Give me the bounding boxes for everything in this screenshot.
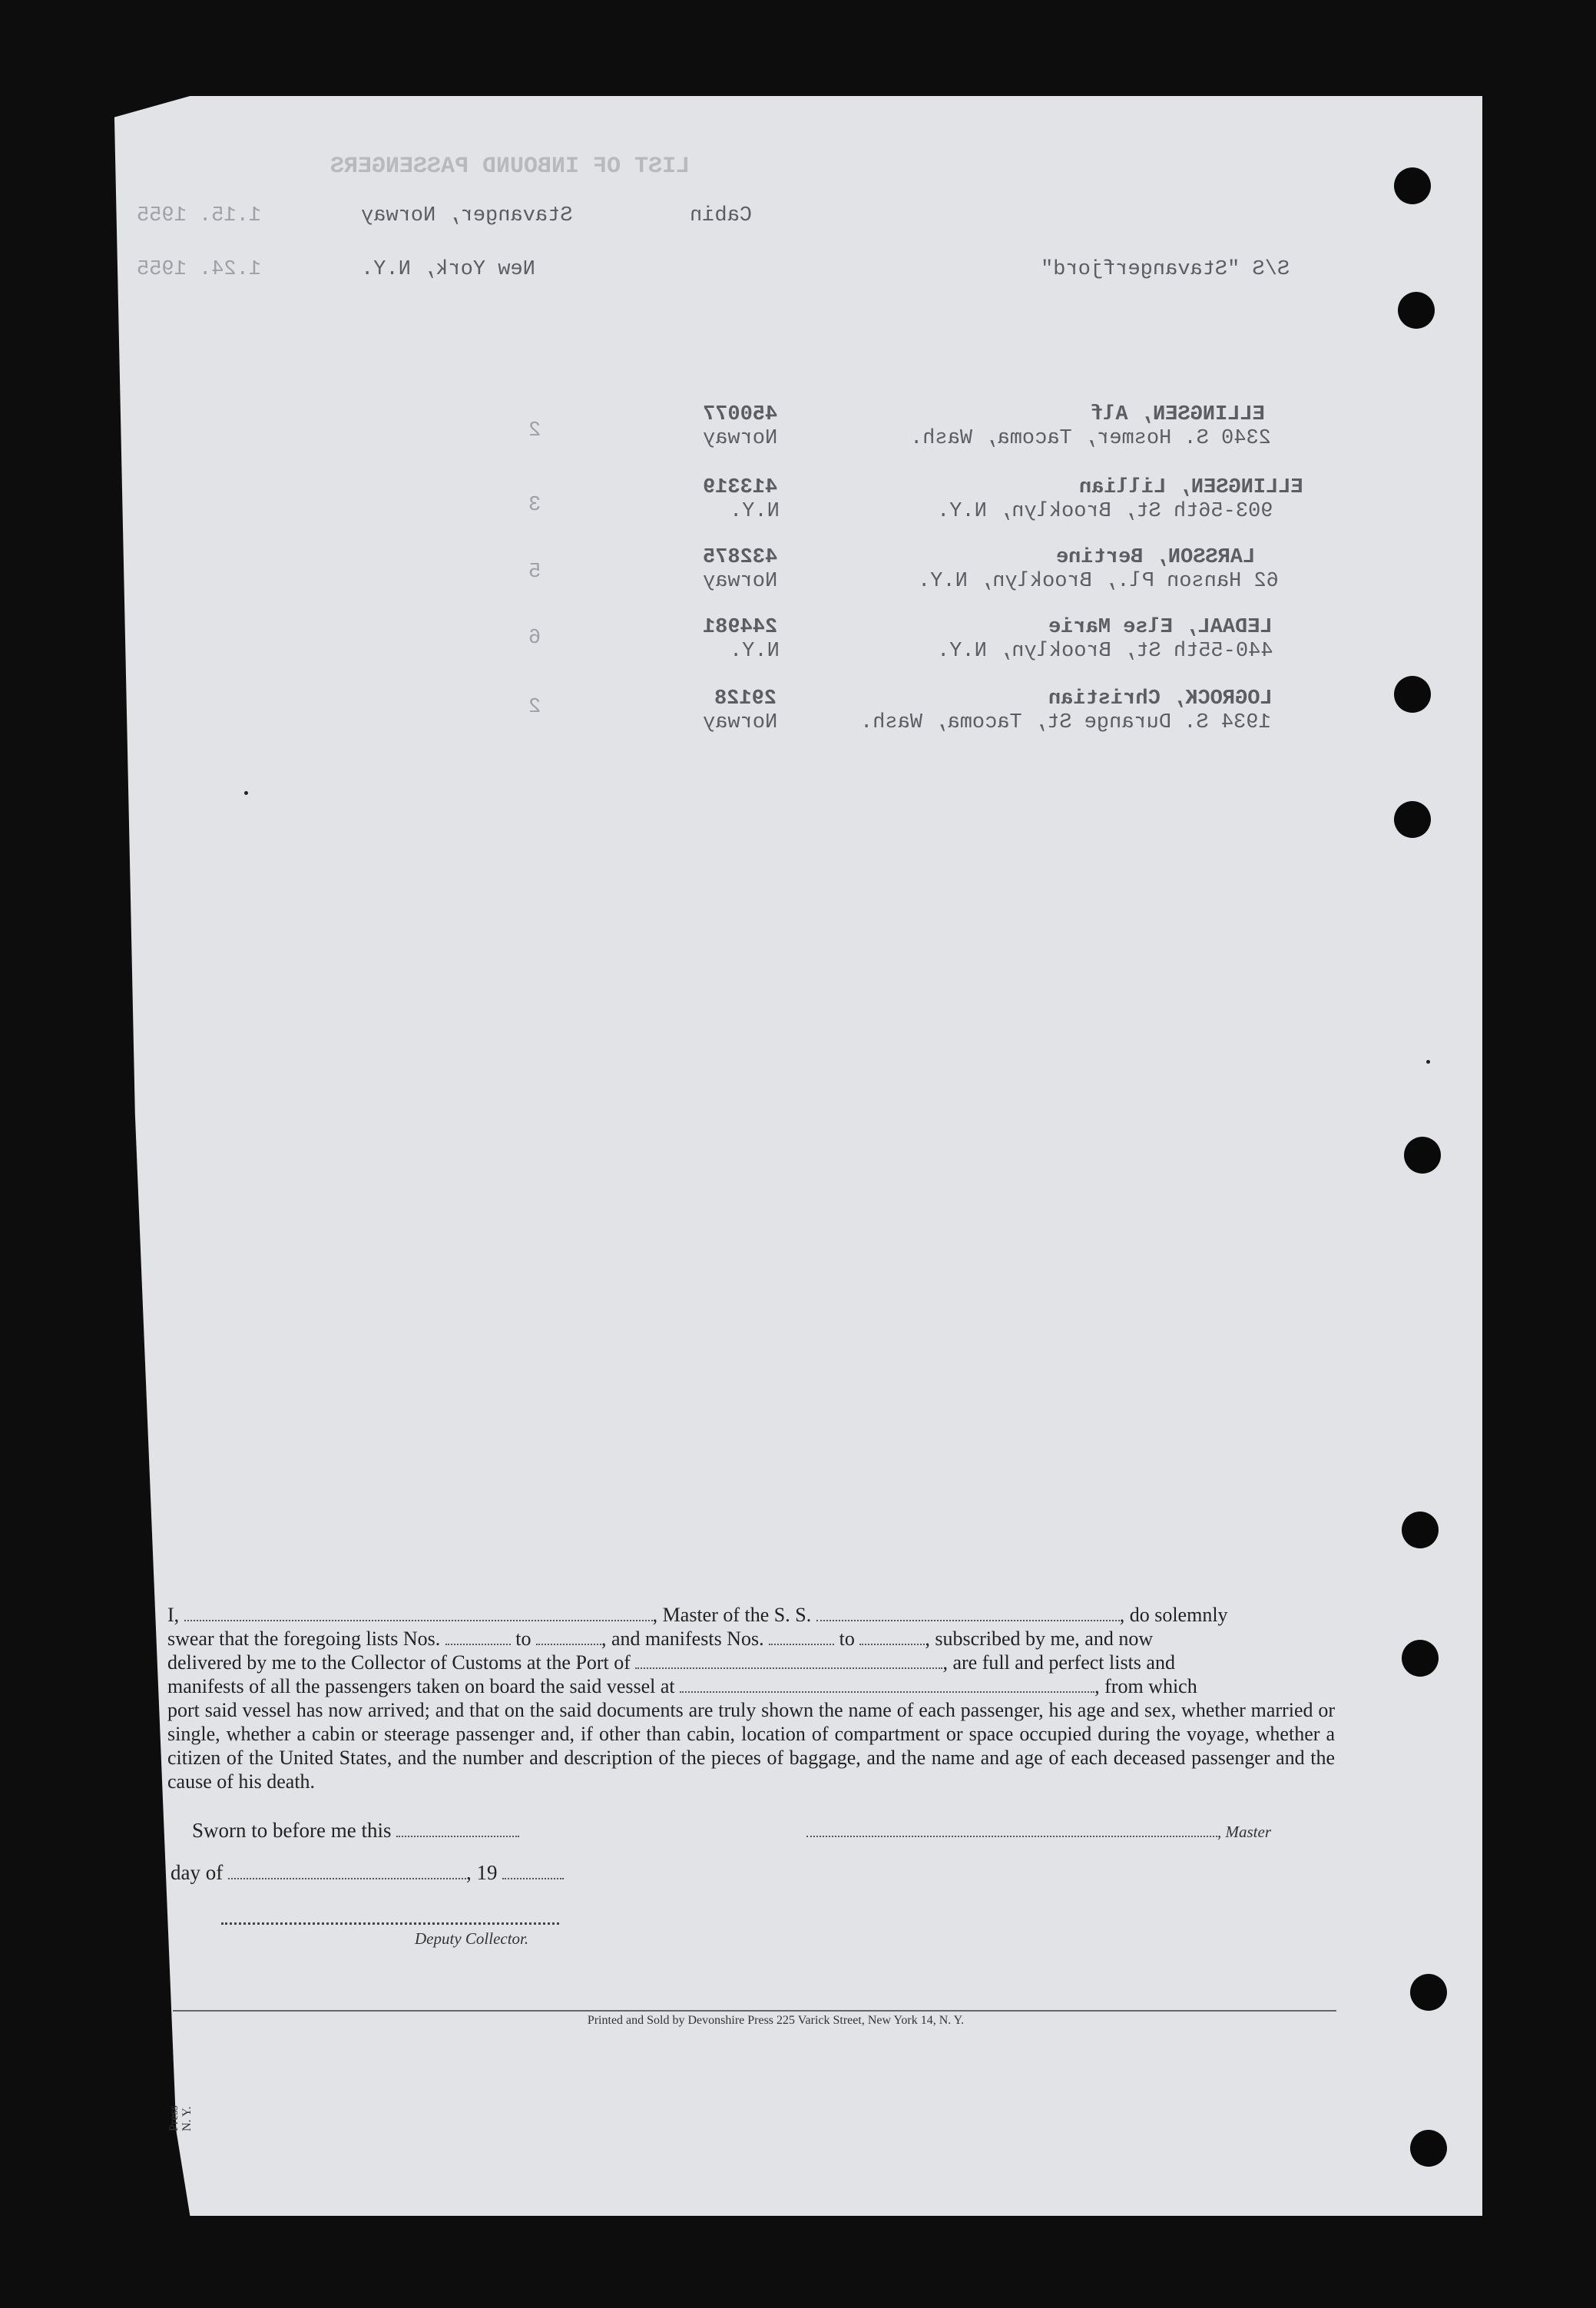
passenger-country: Norway bbox=[703, 711, 778, 734]
document-page bbox=[108, 96, 1482, 2216]
day-of-blank bbox=[228, 1863, 466, 1879]
passenger-number: 450077 bbox=[703, 403, 778, 426]
passenger-name: ELLINGSEN, Lillian bbox=[1079, 476, 1303, 499]
passenger-country: Norway bbox=[703, 570, 778, 593]
passenger-country: N.Y. bbox=[730, 500, 780, 523]
oath-delivered: delivered by me to the Collector of Customs at the Port of bbox=[167, 1651, 631, 1674]
passenger-code: 3 bbox=[528, 494, 541, 517]
oath-i: I, bbox=[167, 1604, 180, 1626]
list-from-blank bbox=[445, 1628, 511, 1645]
footer-rule bbox=[173, 2010, 1336, 2012]
punch-hole bbox=[1394, 801, 1431, 838]
mirror-date1: 1.15. 1955 bbox=[137, 204, 262, 227]
punch-hole bbox=[1402, 1512, 1439, 1548]
manifest-from-blank bbox=[769, 1628, 834, 1645]
oath-manifests-of: manifests of all the passengers taken on board the said vessel at bbox=[167, 1675, 675, 1697]
passenger-number: 413319 bbox=[703, 476, 778, 499]
passenger-number: 29128 bbox=[714, 687, 777, 710]
corner-text-2: N. Y. bbox=[180, 2106, 194, 2131]
speck bbox=[1426, 1060, 1430, 1064]
master-signature bbox=[806, 1819, 1271, 1843]
oath-subscribed: , subscribed by me, and now bbox=[925, 1628, 1154, 1650]
list-to-blank bbox=[536, 1628, 601, 1645]
passenger-country: N.Y. bbox=[730, 640, 780, 663]
punch-hole bbox=[1404, 1137, 1441, 1174]
oath-body: port said vessel has now arrived; and that on the said documents are truly shown the name of each passenger, his age and sex, whether married or single, whether a cabin or steerage passenger and, if other than cabin, location of compartment or space occupied during the voyage, whether a citizen of the United States, and the number and description of the pieces of baggage, and the name and age of each deceased passenger and the cause of his death. bbox=[167, 1699, 1335, 1793]
passenger-code: 2 bbox=[528, 419, 541, 442]
master-label: , Master bbox=[1217, 1823, 1271, 1841]
year-text: , 19 bbox=[465, 1861, 498, 1884]
punch-hole bbox=[1394, 167, 1431, 204]
printer-credit: Printed and Sold by Devonshire Press 225 Varick Street, New York 14, N. Y. bbox=[587, 2014, 965, 2027]
passenger-number: 244981 bbox=[703, 616, 778, 639]
departure-port-blank bbox=[680, 1676, 1094, 1693]
passenger-address: 1934 S. Durange St, Tacoma, Wash. bbox=[860, 711, 1271, 734]
sworn-label bbox=[192, 1819, 519, 1843]
punch-hole bbox=[1402, 1640, 1439, 1677]
passenger-country: Norway bbox=[703, 427, 778, 450]
deputy-label: Deputy Collector. bbox=[415, 1929, 529, 1948]
punch-hole bbox=[1398, 292, 1435, 329]
punch-hole bbox=[1410, 1974, 1447, 2011]
ship-name-blank bbox=[816, 1604, 1120, 1621]
day-of-text: day of bbox=[171, 1861, 224, 1884]
port-blank bbox=[635, 1652, 942, 1669]
oath-master-of: , Master of the S. S. bbox=[652, 1604, 812, 1626]
oath-to-1: to bbox=[515, 1628, 531, 1650]
passenger-address: 2340 S. Hosmer, Tacoma, Wash. bbox=[910, 427, 1271, 450]
passenger-name: LARSSON, Bertine bbox=[1056, 546, 1256, 569]
passenger-address: 903-56th St, Brooklyn, N.Y. bbox=[937, 500, 1273, 523]
mirror-port2: New York, N.Y. bbox=[361, 258, 535, 281]
corner-imprint bbox=[167, 2105, 194, 2131]
passenger-number: 432875 bbox=[703, 546, 778, 569]
master-name-blank bbox=[184, 1604, 653, 1621]
passenger-code: 5 bbox=[528, 561, 541, 584]
passenger-name: LEDAAL, Else Marie bbox=[1048, 616, 1273, 639]
oath-do-solemnly: , do solemnly bbox=[1119, 1604, 1228, 1626]
oath-text bbox=[167, 1603, 1335, 1793]
ghost-header: LIST OF INBOUND PASSENGERS bbox=[330, 154, 690, 180]
day-of-line bbox=[171, 1861, 564, 1885]
sworn-date-blank bbox=[396, 1820, 519, 1837]
speck bbox=[244, 791, 248, 795]
punch-hole bbox=[1410, 2130, 1447, 2167]
mirror-date2: 1.24. 1955 bbox=[137, 258, 262, 281]
oath-and-manifests: , and manifests Nos. bbox=[601, 1628, 764, 1650]
year-blank bbox=[502, 1863, 564, 1879]
mirror-port1: Stavanger, Norway bbox=[361, 204, 573, 227]
passenger-address: 440-55th St, Brooklyn, N.Y. bbox=[937, 640, 1273, 663]
mirror-cabin: Cabin bbox=[690, 204, 753, 227]
passenger-code: 6 bbox=[528, 627, 541, 650]
oath-swear: swear that the foregoing lists Nos. bbox=[167, 1628, 441, 1650]
oath-to-2: to bbox=[839, 1628, 855, 1650]
oath-from-which: , from which bbox=[1094, 1675, 1197, 1697]
punch-hole bbox=[1394, 676, 1431, 713]
manifest-to-blank bbox=[859, 1628, 925, 1645]
master-signature-blank bbox=[806, 1820, 1217, 1837]
deputy-signature-line bbox=[221, 1922, 559, 1925]
passenger-address: 62 Hanson Pl., Brooklyn, N.Y. bbox=[918, 570, 1279, 593]
passenger-name: ELLINGSEN, Alf bbox=[1091, 403, 1265, 426]
sworn-text: Sworn to before me this bbox=[192, 1819, 392, 1842]
oath-are-full: , are full and perfect lists and bbox=[942, 1651, 1175, 1674]
mirror-vessel: S/S "Stavangerfjord" bbox=[1041, 258, 1290, 281]
passenger-code: 2 bbox=[528, 696, 541, 719]
passenger-name: LOGROCK, Christian bbox=[1048, 687, 1273, 710]
corner-text-1: Press bbox=[167, 2105, 180, 2131]
